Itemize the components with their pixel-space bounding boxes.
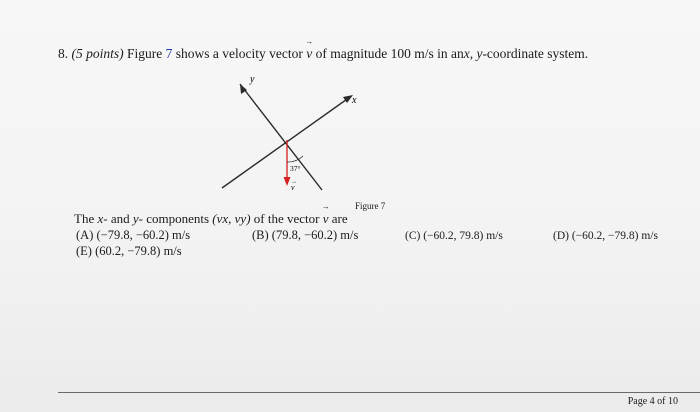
coordinate-axes-label: x, y — [463, 46, 483, 61]
footer-divider — [58, 392, 700, 393]
prompt-text-part: of the vector — [253, 211, 320, 226]
component-notation: (vx, vy) — [212, 211, 251, 226]
question-text — [58, 46, 588, 62]
prompt-text-part: are — [331, 211, 348, 226]
question-text-part: -coordinate system. — [482, 46, 589, 61]
answer-choice-d[interactable]: (D) (−60.2, −79.8) m/s — [553, 230, 658, 242]
question-number: 8. — [58, 46, 69, 61]
prompt-text-part: The — [74, 211, 95, 226]
question-prompt — [74, 211, 348, 227]
angle-arc — [287, 156, 303, 162]
velocity-vector-figure — [210, 70, 380, 205]
prompt-text-part: - and — [103, 211, 130, 226]
prompt-x-symbol: x — [97, 211, 104, 226]
prompt-y-symbol: y — [132, 211, 139, 226]
velocity-vector-arrowhead — [284, 177, 291, 186]
question-text-part: of magnitude 100 m/s in an — [315, 46, 464, 61]
figure-reference-link[interactable]: 7 — [165, 46, 173, 61]
prompt-text-part: - components — [138, 211, 210, 226]
answer-choice-e[interactable]: (E) (60.2, −79.8) m/s — [76, 244, 182, 258]
question-points: (5 points) — [71, 46, 124, 61]
answer-choice-c[interactable]: (C) (−60.2, 79.8) m/s — [405, 230, 503, 242]
vector-symbol: → v — [323, 211, 329, 226]
figure-caption: Figure 7 — [355, 201, 386, 211]
question-text-part: shows a velocity vector — [175, 46, 303, 61]
x-axis-line — [222, 97, 350, 188]
question-text-part: Figure — [127, 46, 163, 61]
y-axis-line — [240, 84, 322, 190]
answer-choice-b[interactable]: (B) (79.8, −60.2) m/s — [252, 228, 359, 242]
vector-symbol: → v — [306, 46, 312, 61]
page-number: Page 4 of 10 — [627, 396, 678, 407]
x-axis-label: x — [352, 95, 357, 106]
answer-choice-a[interactable]: (A) (−79.8, −60.2) m/s — [76, 228, 191, 242]
y-axis-label: y — [250, 74, 255, 85]
vector-label: v — [291, 183, 295, 192]
angle-label: 37° — [290, 164, 301, 173]
vector-label-arrow: → — [291, 179, 297, 185]
